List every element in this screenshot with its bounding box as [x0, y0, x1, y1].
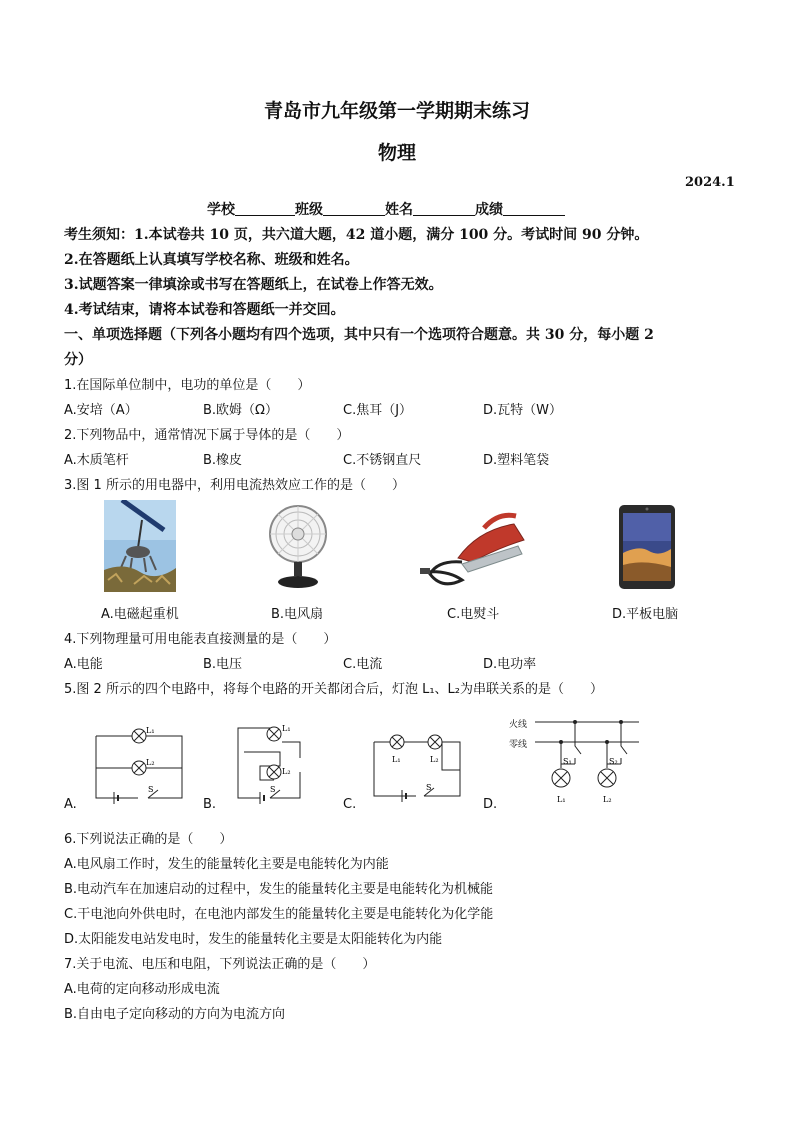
q2-option-a: A.木质笔杆 [64, 453, 129, 468]
electromagnetic-crane-image [104, 500, 176, 592]
q7-option-a: A.电荷的定向移动形成电流 [64, 982, 220, 997]
score-blank [503, 201, 565, 216]
class-blank [323, 201, 385, 216]
notice-line-1: 考生须知：1.本试卷共 10 页，共六道大题，42 道小题，满分 100 分。考试时间 90 分钟。 [64, 227, 649, 243]
name-label: 姓名 [385, 202, 413, 218]
q1-option-d: D.瓦特（W） [483, 403, 562, 418]
tablet-computer-image [619, 505, 675, 589]
q3-stem: 3.图 1 所示的用电器中，利用电流热效应工作的是（ ） [64, 478, 405, 493]
q4-stem: 4.下列物理量可用电能表直接测量的是（ ） [64, 632, 337, 647]
q7-option-b: B.自由电子定向移动的方向为电流方向 [64, 1007, 286, 1022]
circuit-a-diagram [88, 722, 188, 804]
svg-text:L₂: L₂ [430, 755, 439, 764]
svg-text:L₂: L₂ [282, 767, 291, 776]
svg-text:S: S [426, 783, 432, 792]
q5-stem: 5.图 2 所示的四个电路中，将每个电路的开关都闭合后，灯泡 L₁、L₂为串联关系的是（ ） [64, 682, 603, 697]
notice-line-4: 4.考试结束，请将本试卷和答题纸一并交回。 [64, 302, 345, 318]
q2-stem: 2.下列物品中，通常情况下属于导体的是（ ） [64, 428, 350, 443]
svg-text:S₁: S₁ [563, 757, 572, 766]
notice-line-3: 3.试题答案一律填涂或书写在答题纸上，在试卷上作答无效。 [64, 277, 443, 293]
q3-caption-d: D.平板电脑 [612, 607, 679, 622]
circuit-d-diagram [535, 712, 645, 808]
q5-label-c: C. [343, 797, 357, 812]
subject-title: 物理 [377, 142, 416, 164]
q1-stem: 1.在国际单位制中，电功的单位是（ ） [64, 378, 311, 393]
q4-option-d: D.电功率 [483, 657, 537, 672]
q6-option-c: C.干电池向外供电时，在电池内部发生的能量转化主要是电能转化为化学能 [64, 907, 494, 922]
svg-text:S₂: S₂ [609, 757, 618, 766]
score-label: 成绩 [475, 202, 503, 218]
exam-date: 2024.1 [685, 175, 735, 190]
q4-option-c: C.电流 [343, 657, 383, 672]
student-info-line [207, 199, 565, 219]
q5-label-b: B. [203, 797, 217, 812]
q1-option-a: A.安培（A） [64, 403, 138, 418]
svg-text:L₁: L₁ [146, 726, 155, 735]
neutral-wire-label: 零线 [509, 740, 528, 750]
notice-line-2: 2.在答题纸上认真填写学校名称、班级和姓名。 [64, 252, 359, 268]
electric-iron-image [418, 500, 528, 592]
q6-option-d: D.太阳能发电站发电时，发生的能量转化主要是太阳能转化为内能 [64, 932, 443, 947]
svg-text:S: S [148, 785, 154, 794]
q5-label-d: D. [483, 797, 498, 812]
school-label: 学校 [207, 202, 235, 218]
section1-heading-line1: 一、单项选择题（下列各小题均有四个选项，其中只有一个选项符合题意。共 30 分，每小题 2 [64, 327, 654, 343]
class-label: 班级 [295, 202, 323, 218]
name-blank [413, 201, 475, 216]
q6-option-b: B.电动汽车在加速启动的过程中，发生的能量转化主要是电能转化为机械能 [64, 882, 494, 897]
q5-label-a: A. [64, 797, 77, 812]
svg-text:L₂: L₂ [146, 758, 155, 767]
electric-fan-image [262, 500, 334, 592]
q6-stem: 6.下列说法正确的是（ ） [64, 832, 233, 847]
q4-option-b: B.电压 [203, 657, 243, 672]
q1-option-b: B.欧姆（Ω） [203, 403, 278, 418]
circuit-c-diagram [372, 730, 468, 804]
q2-option-b: B.橡皮 [203, 453, 243, 468]
svg-text:L₁: L₁ [392, 755, 401, 764]
svg-text:L₁: L₁ [557, 795, 566, 804]
q1-option-c: C.焦耳（J） [343, 403, 413, 418]
q2-option-c: C.不锈钢直尺 [343, 453, 422, 468]
q3-caption-c: C.电熨斗 [447, 607, 500, 622]
section1-heading-line2: 分） [64, 352, 92, 368]
q7-stem: 7.关于电流、电压和电阻，下列说法正确的是（ ） [64, 957, 376, 972]
q3-caption-b: B.电风扇 [271, 607, 324, 622]
q3-caption-a: A.电磁起重机 [101, 607, 179, 622]
live-wire-label: 火线 [509, 720, 528, 730]
school-blank [235, 201, 295, 216]
svg-text:L₁: L₁ [282, 724, 291, 733]
q2-option-d: D.塑料笔袋 [483, 453, 550, 468]
q6-option-a: A.电风扇工作时，发生的能量转化主要是电能转化为内能 [64, 857, 389, 872]
q4-option-a: A.电能 [64, 657, 103, 672]
exam-title: 青岛市九年级第一学期期末练习 [263, 100, 530, 122]
svg-text:S: S [270, 785, 276, 794]
circuit-b-diagram [230, 722, 310, 804]
svg-text:L₂: L₂ [603, 795, 612, 804]
